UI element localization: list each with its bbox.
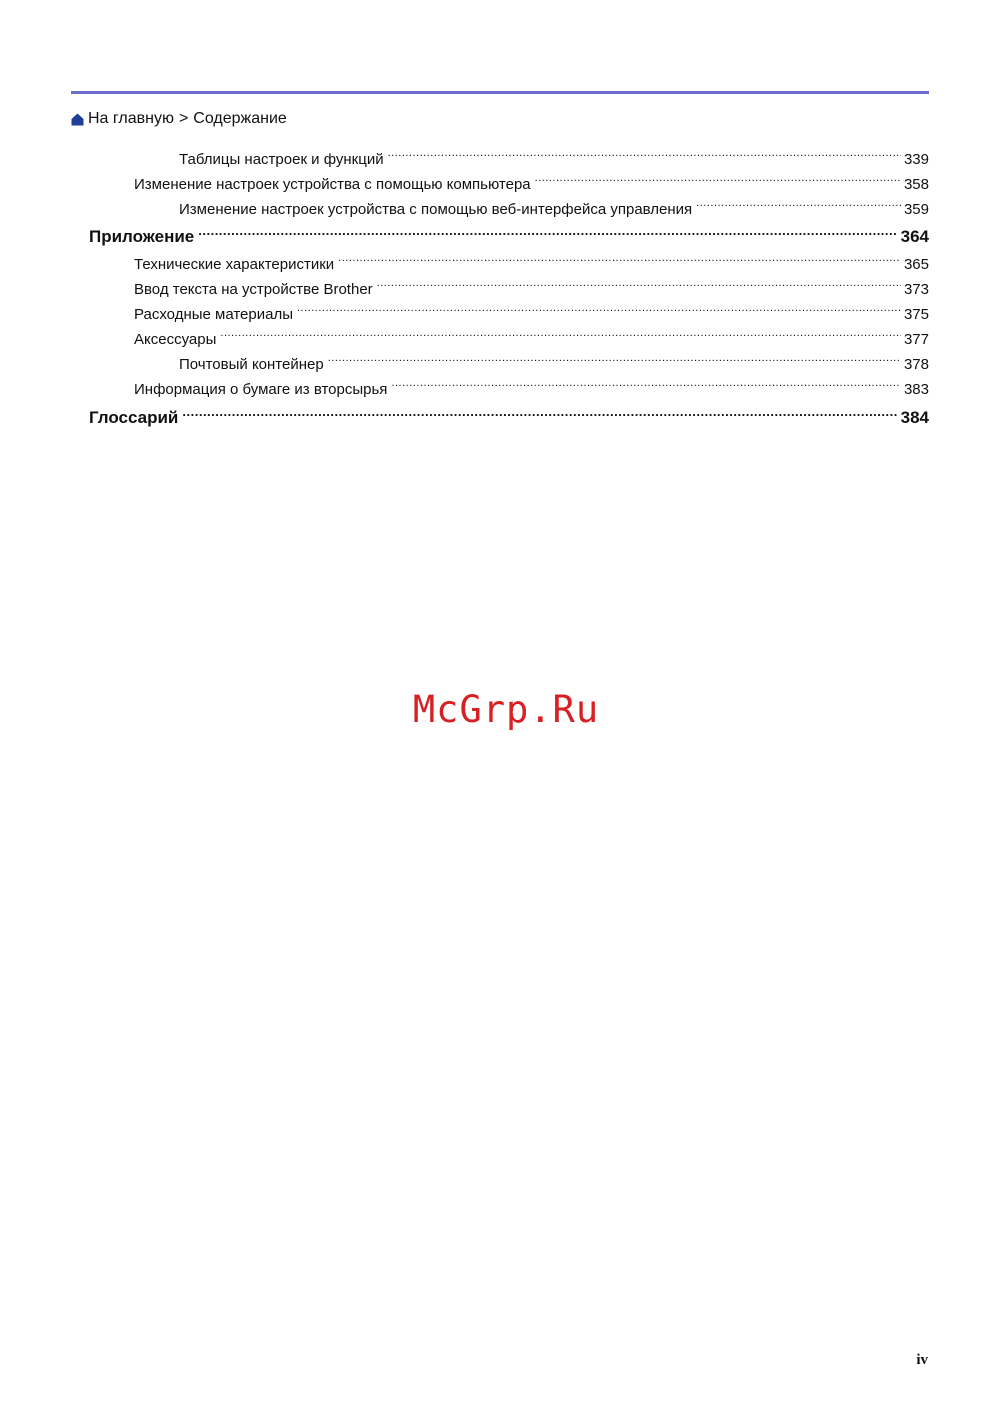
watermark: McGrp.Ru: [412, 688, 600, 731]
toc-entry-title: Таблицы настроек и функций: [179, 151, 384, 168]
toc-chapter[interactable]: [89, 401, 929, 427]
breadcrumb: [71, 108, 287, 130]
toc-chapter[interactable]: [89, 220, 929, 246]
toc-entry-title: Расходные материалы: [134, 306, 293, 323]
toc-entry[interactable]: [179, 192, 929, 218]
dot-leader: [696, 192, 901, 214]
toc-entry[interactable]: [134, 247, 929, 273]
toc-entry-page: 359: [903, 201, 929, 218]
toc-entry-title: Почтовый контейнер: [179, 356, 324, 373]
toc-entry-page: 365: [903, 256, 929, 273]
toc-entry-page: 339: [903, 151, 929, 168]
toc-entry-page: 378: [903, 356, 929, 373]
toc-entry[interactable]: [134, 272, 929, 298]
toc-chapter-title: Приложение: [89, 227, 195, 246]
dot-leader: [198, 220, 897, 242]
toc-entry[interactable]: [134, 372, 929, 398]
dot-leader: [377, 272, 901, 294]
dot-leader: [297, 297, 901, 319]
toc-entry-page: 358: [903, 176, 929, 193]
toc-entry-page: 373: [903, 281, 929, 298]
toc-entry-title: Информация о бумаге из вторсырья: [134, 381, 388, 398]
toc-entry[interactable]: [134, 167, 929, 193]
dot-leader: [388, 142, 901, 164]
toc-entry[interactable]: [134, 322, 929, 348]
toc-chapter-page: 364: [900, 227, 929, 246]
dot-leader: [535, 167, 901, 189]
dot-leader: [391, 372, 901, 394]
breadcrumb-current-link[interactable]: Содержание: [193, 110, 287, 127]
toc-entry-title: Аксессуары: [134, 331, 217, 348]
toc-entry-page: 375: [903, 306, 929, 323]
breadcrumb-home-link[interactable]: На главную: [88, 110, 174, 127]
toc-entry-title: Ввод текста на устройстве Brother: [134, 281, 373, 298]
header-rule: [71, 91, 929, 94]
toc-entry-title: Изменение настроек устройства с помощью компьютера: [134, 176, 531, 193]
dot-leader: [220, 322, 901, 344]
toc-entry[interactable]: [179, 347, 929, 373]
toc-chapter-page: 384: [900, 408, 929, 427]
dot-leader: [328, 347, 901, 369]
toc-entry-page: 377: [903, 331, 929, 348]
home-icon[interactable]: [71, 113, 84, 126]
toc-entry-title: Технические характеристики: [134, 256, 335, 273]
dot-leader: [182, 401, 897, 423]
breadcrumb-separator: >: [178, 110, 189, 127]
page-number: iv: [916, 1352, 928, 1368]
toc-entry[interactable]: [179, 142, 929, 168]
toc-entry[interactable]: [134, 297, 929, 323]
toc-entry-page: 383: [903, 381, 929, 398]
toc-chapter-title: Глоссарий: [89, 408, 179, 427]
dot-leader: [338, 247, 901, 269]
toc-entry-title: Изменение настроек устройства с помощью веб-интерфейса управления: [179, 201, 693, 218]
